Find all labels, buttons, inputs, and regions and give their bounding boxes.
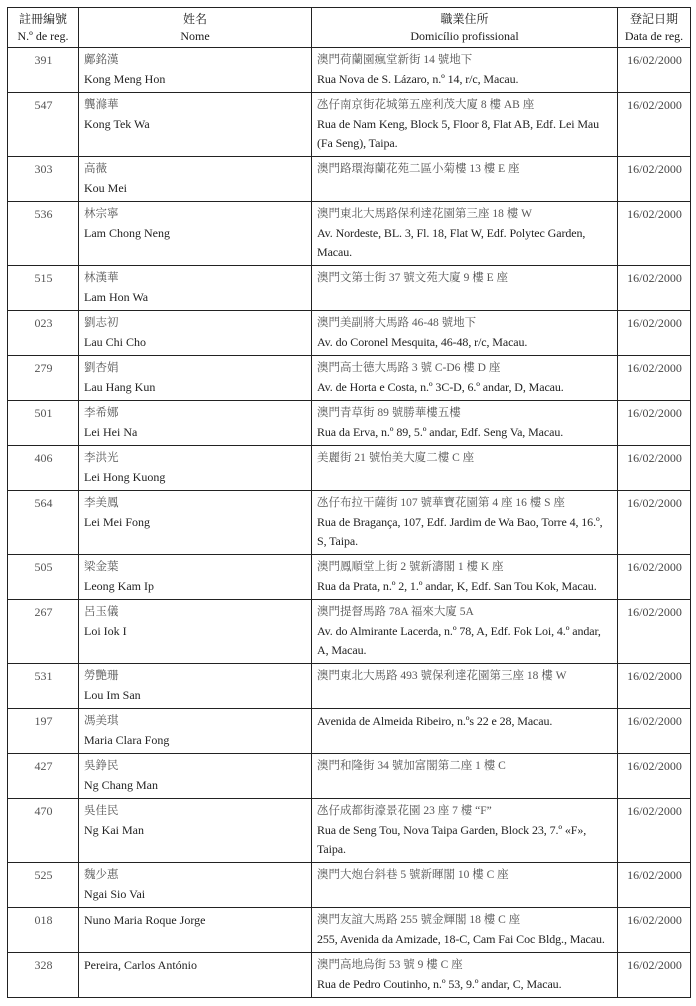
header-address	[312, 8, 618, 48]
reg-number-cell: 427	[8, 754, 79, 799]
table-row	[8, 356, 691, 401]
table-row	[8, 953, 691, 998]
address-zh: 氹仔南京街花城第五座利茂大廈 8 樓 AB 座	[317, 99, 535, 111]
name-zh: 劉杏娟	[84, 362, 119, 374]
reg-number-cell: 515	[8, 266, 79, 311]
name-pt: Lei Hong Kuong	[84, 470, 166, 484]
name-cell	[79, 754, 312, 799]
address-pt: Av. de Horta e Costa, n.º 3C-D, 6.º andar, D, Macau.	[317, 380, 564, 394]
table-row	[8, 202, 691, 266]
address-zh: 澳門鳳順堂上街 2 號新濤閣 1 樓 K 座	[317, 561, 504, 573]
address-cell	[312, 48, 618, 93]
name-cell	[79, 401, 312, 446]
name-pt: Lam Hon Wa	[84, 290, 149, 304]
address-zh: 澳門大炮台斜巷 5 號新暉閣 10 樓 C 座	[317, 869, 509, 881]
reg-date-cell: 16/02/2000	[618, 93, 691, 157]
name-cell	[79, 202, 312, 266]
name-zh: 李美鳳	[84, 497, 119, 509]
table-row	[8, 48, 691, 93]
name-zh: 林宗寧	[84, 208, 119, 220]
address-cell	[312, 709, 618, 754]
address-cell	[312, 555, 618, 600]
name-cell	[79, 157, 312, 202]
reg-date-cell: 16/02/2000	[618, 664, 691, 709]
address-zh: 澳門文第士街 37 號文苑大廈 9 樓 E 座	[317, 272, 509, 284]
address-pt: Rua de Pedro Coutinho, n.º 53, 9.º andar, C, Macau.	[317, 977, 562, 991]
address-pt: Rua de Nam Keng, Block 5, Floor 8, Flat AB, Edf. Lei Mau (Fa Seng), Taipa.	[317, 117, 600, 150]
address-cell	[312, 799, 618, 863]
address-zh: 澳門東北大馬路保利達花園第三座 18 樓 W	[317, 208, 532, 220]
reg-number-cell: 197	[8, 709, 79, 754]
reg-number-cell: 328	[8, 953, 79, 998]
table-row	[8, 863, 691, 908]
address-cell	[312, 157, 618, 202]
name-zh: 林漢華	[84, 272, 119, 284]
name-cell	[79, 93, 312, 157]
name-pt: Lam Chong Neng	[84, 226, 170, 240]
table-row	[8, 600, 691, 664]
header-reg-number-pt: N.º de reg.	[17, 29, 69, 43]
address-cell	[312, 446, 618, 491]
name-zh: 李希娜	[84, 407, 119, 419]
name-cell	[79, 48, 312, 93]
reg-number-cell: 564	[8, 491, 79, 555]
address-zh: 氹仔布拉干薩街 107 號華寶花園第 4 座 16 樓 S 座	[317, 497, 565, 509]
name-pt: Ng Chang Man	[84, 778, 158, 792]
name-pt: Leong Kam Ip	[84, 579, 154, 593]
reg-number-cell: 501	[8, 401, 79, 446]
address-cell	[312, 863, 618, 908]
address-zh: 澳門高士德大馬路 3 號 C-D6 樓 D 座	[317, 362, 501, 374]
address-cell	[312, 401, 618, 446]
address-pt: Rua de Seng Tou, Nova Taipa Garden, Block 23, 7.º «F», Taipa.	[317, 823, 587, 856]
address-cell	[312, 202, 618, 266]
address-pt: Av. do Almirante Lacerda, n.º 78, A, Edf. Fok Loi, 4.º andar, A, Macau.	[317, 624, 601, 657]
address-cell	[312, 266, 618, 311]
reg-date-cell: 16/02/2000	[618, 908, 691, 953]
name-zh: 李洪光	[84, 452, 119, 464]
address-zh: 美麗街 21 號怡美大廈二樓 C 座	[317, 452, 475, 464]
reg-date-cell: 16/02/2000	[618, 157, 691, 202]
address-cell	[312, 600, 618, 664]
address-pt: Av. do Coronel Mesquita, 46-48, r/c, Macau.	[317, 335, 528, 349]
reg-number-cell: 505	[8, 555, 79, 600]
name-cell	[79, 664, 312, 709]
name-zh: 梁金葉	[84, 561, 119, 573]
address-cell	[312, 491, 618, 555]
name-zh: 勞艷珊	[84, 670, 119, 682]
name-zh: 呂玉儀	[84, 606, 119, 618]
table-row	[8, 908, 691, 953]
table-row	[8, 799, 691, 863]
name-pt: Lou Im San	[84, 688, 141, 702]
reg-date-cell: 16/02/2000	[618, 311, 691, 356]
reg-date-cell: 16/02/2000	[618, 446, 691, 491]
reg-date-cell: 16/02/2000	[618, 266, 691, 311]
address-pt: Av. Nordeste, BL. 3, Fl. 18, Flat W, Edf. Polytec Garden, Macau.	[317, 226, 586, 259]
address-pt: 255, Avenida da Amizade, 18-C, Cam Fai Coc Bldg., Macau.	[317, 932, 605, 946]
table-row	[8, 709, 691, 754]
reg-number-cell: 547	[8, 93, 79, 157]
name-pt: Lei Mei Fong	[84, 515, 150, 529]
reg-date-cell: 16/02/2000	[618, 356, 691, 401]
table-row	[8, 311, 691, 356]
address-zh: 澳門東北大馬路 493 號保利達花園第三座 18 樓 W	[317, 670, 567, 682]
header-name	[79, 8, 312, 48]
table-row	[8, 266, 691, 311]
address-zh: 澳門友誼大馬路 255 號金輝閣 18 樓 C 座	[317, 914, 521, 926]
name-pt: Kong Meng Hon	[84, 72, 166, 86]
name-cell	[79, 709, 312, 754]
name-cell	[79, 600, 312, 664]
address-cell	[312, 356, 618, 401]
name-cell	[79, 799, 312, 863]
reg-number-cell: 267	[8, 600, 79, 664]
name-pt: Lau Hang Kun	[84, 380, 156, 394]
header-date-pt: Data de reg.	[624, 29, 684, 43]
name-cell	[79, 311, 312, 356]
name-cell	[79, 863, 312, 908]
header-reg-number	[8, 8, 79, 48]
address-pt: Rua de Bragança, 107, Edf. Jardim de Wa Bao, Torre 4, 16.º, S, Taipa.	[317, 515, 603, 548]
name-zh: 魏少惠	[84, 869, 119, 881]
name-pt: Lau Chi Cho	[84, 335, 146, 349]
table-row	[8, 555, 691, 600]
address-zh: 氹仔成都街濠景花園 23 座 7 樓 “F”	[317, 805, 492, 817]
name-cell	[79, 491, 312, 555]
address-zh: 澳門和隆街 34 號加富閣第二座 1 樓 C	[317, 760, 506, 772]
reg-date-cell: 16/02/2000	[618, 48, 691, 93]
reg-date-cell: 16/02/2000	[618, 491, 691, 555]
name-cell	[79, 266, 312, 311]
reg-number-cell: 023	[8, 311, 79, 356]
header-address-pt: Domicílio profissional	[410, 29, 519, 43]
name-pt: Lei Hei Na	[84, 425, 138, 439]
address-zh: 澳門美副將大馬路 46-48 號地下	[317, 317, 477, 329]
name-pt: Maria Clara Fong	[84, 733, 170, 747]
header-name-pt: Nome	[180, 29, 210, 43]
address-cell	[312, 754, 618, 799]
address-zh: 澳門荷蘭園瘋堂新街 14 號地下	[317, 54, 473, 66]
name-pt: Loi Iok I	[84, 624, 127, 638]
name-zh: 高薇	[84, 163, 107, 175]
reg-number-cell: 406	[8, 446, 79, 491]
name-zh: 鄺銘漢	[84, 54, 119, 66]
name-zh: 吳錚民	[84, 760, 119, 772]
name-cell	[79, 908, 312, 953]
reg-number-cell: 391	[8, 48, 79, 93]
name-pt: Kou Mei	[84, 181, 127, 195]
table-row	[8, 491, 691, 555]
name-cell	[79, 446, 312, 491]
table-row	[8, 754, 691, 799]
reg-date-cell: 16/02/2000	[618, 953, 691, 998]
reg-number-cell: 531	[8, 664, 79, 709]
name-zh: 吳佳民	[84, 805, 119, 817]
table-row	[8, 93, 691, 157]
address-cell	[312, 311, 618, 356]
header-date-zh: 登記日期	[629, 12, 678, 26]
address-zh: 澳門提督馬路 78A 福來大廈 5A	[317, 606, 474, 618]
name-zh: 龔滌華	[84, 99, 119, 111]
table-row	[8, 157, 691, 202]
reg-number-cell: 536	[8, 202, 79, 266]
name-pt: Ng Kai Man	[84, 823, 144, 837]
reg-number-cell: 279	[8, 356, 79, 401]
reg-number-cell: 525	[8, 863, 79, 908]
address-cell	[312, 953, 618, 998]
reg-number-cell: 018	[8, 908, 79, 953]
name-cell	[79, 953, 312, 998]
table-row	[8, 446, 691, 491]
registration-table	[7, 7, 691, 998]
address-pt: Rua Nova de S. Lázaro, n.º 14, r/c, Macau.	[317, 72, 519, 86]
reg-date-cell: 16/02/2000	[618, 863, 691, 908]
address-pt: Rua da Erva, n.º 89, 5.º andar, Edf. Seng Va, Macau.	[317, 425, 564, 439]
name-zh: 馮美琪	[84, 715, 119, 727]
address-pt: Avenida de Almeida Ribeiro, n.ºs 22 e 28, Macau.	[317, 714, 553, 728]
table-row	[8, 664, 691, 709]
header-date	[618, 8, 691, 48]
table-row	[8, 401, 691, 446]
reg-date-cell: 16/02/2000	[618, 754, 691, 799]
name-pt: Pereira, Carlos António	[84, 958, 197, 972]
reg-number-cell: 303	[8, 157, 79, 202]
reg-date-cell: 16/02/2000	[618, 555, 691, 600]
reg-date-cell: 16/02/2000	[618, 709, 691, 754]
name-pt: Kong Tek Wa	[84, 117, 150, 131]
address-zh: 澳門青草街 89 號勝華樓五樓	[317, 407, 461, 419]
reg-number-cell: 470	[8, 799, 79, 863]
address-zh: 澳門高地烏街 53 號 9 樓 C 座	[317, 959, 463, 971]
address-zh: 澳門路環海蘭花苑二區小菊樓 13 樓 E 座	[317, 163, 520, 175]
name-pt: Nuno Maria Roque Jorge	[84, 913, 206, 927]
header-name-zh: 姓名	[182, 12, 207, 26]
address-cell	[312, 908, 618, 953]
header-reg-number-zh: 註冊編號	[18, 12, 67, 26]
address-cell	[312, 664, 618, 709]
header-address-zh: 職業住所	[440, 12, 489, 26]
reg-date-cell: 16/02/2000	[618, 401, 691, 446]
name-pt: Ngai Sio Vai	[84, 887, 146, 901]
reg-date-cell: 16/02/2000	[618, 799, 691, 863]
name-cell	[79, 555, 312, 600]
name-cell	[79, 356, 312, 401]
address-pt: Rua da Prata, n.º 2, 1.º andar, K, Edf. San Tou Kok, Macau.	[317, 579, 597, 593]
header-row	[8, 8, 691, 48]
address-cell	[312, 93, 618, 157]
name-zh: 劉志初	[84, 317, 119, 329]
reg-date-cell: 16/02/2000	[618, 202, 691, 266]
reg-date-cell: 16/02/2000	[618, 600, 691, 664]
